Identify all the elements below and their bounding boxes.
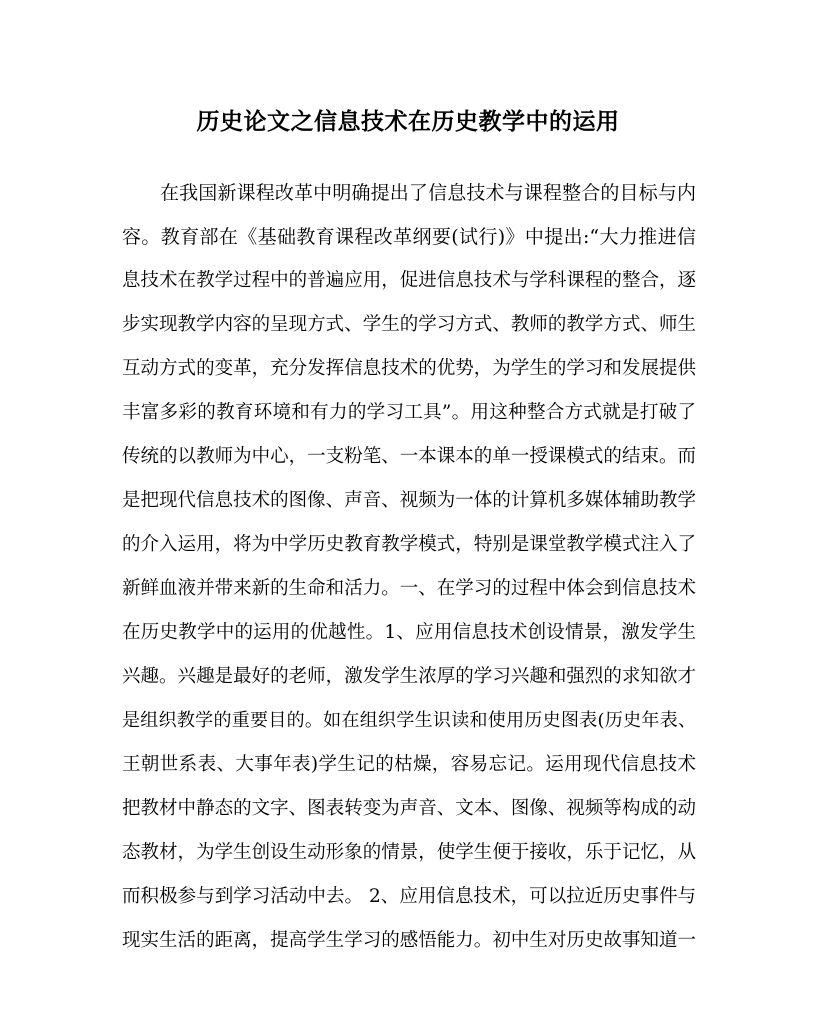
- paragraph-line: 丰富多彩的教育环境和有力的学习工具”。用这种整合方式就是打破了: [122, 402, 696, 423]
- paragraph-line: 现实生活的距离，提高学生学习的感悟能力。初中生对历史故事知道一: [122, 930, 696, 951]
- paragraph-line: 把教材中静态的文字、图表转变为声音、文本、图像、视频等构成的动: [122, 798, 696, 819]
- paragraph-line: 息技术在教学过程中的普遍应用，促进信息技术与学科课程的整合，逐: [122, 270, 696, 291]
- paragraph-line: 兴趣。兴趣是最好的老师，激发学生浓厚的学习兴趣和强烈的求知欲才: [122, 666, 696, 687]
- paragraph-line: 传统的以教师为中心，一支粉笔、一本课本的单一授课模式的结束。而: [122, 446, 696, 467]
- document-title: 历史论文之信息技术在历史教学中的运用: [196, 108, 620, 135]
- paragraph-line: 态教材，为学生创设生动形象的情景，使学生便于接收，乐于记忆，从: [122, 842, 696, 863]
- paragraph-line: 而积极参与到学习活动中去。 2、应用信息技术，可以拉近历史事件与: [122, 886, 696, 907]
- paragraph-line: 互动方式的变革，充分发挥信息技术的优势，为学生的学习和发展提供: [122, 358, 696, 379]
- paragraph-line: 是把现代信息技术的图像、声音、视频为一体的计算机多媒体辅助教学: [122, 490, 696, 511]
- paragraph-line: 的介入运用，将为中学历史教育教学模式，特别是课堂教学模式注入了: [122, 534, 696, 555]
- paragraph-line: 新鲜血液并带来新的生命和活力。一、在学习的过程中体会到信息技术: [122, 578, 696, 599]
- paragraph-line: 王朝世系表、大事年表)学生记的枯燥，容易忘记。运用现代信息技术: [122, 754, 696, 775]
- paragraph-line: 是组织教学的重要目的。如在组织学生识读和使用历史图表(历史年表、: [122, 710, 696, 731]
- paragraph-line: 在历史教学中的运用的优越性。1、应用信息技术创设情景，激发学生: [122, 622, 696, 643]
- paragraph-line: 在我国新课程改革中明确提出了信息技术与课程整合的目标与内: [160, 182, 696, 204]
- paragraph-line: 容。教育部在《基础教育课程改革纲要(试行)》中提出:“大力推进信: [122, 226, 696, 248]
- paragraph-line: 步实现教学内容的呈现方式、学生的学习方式、教师的教学方式、师生: [122, 314, 696, 335]
